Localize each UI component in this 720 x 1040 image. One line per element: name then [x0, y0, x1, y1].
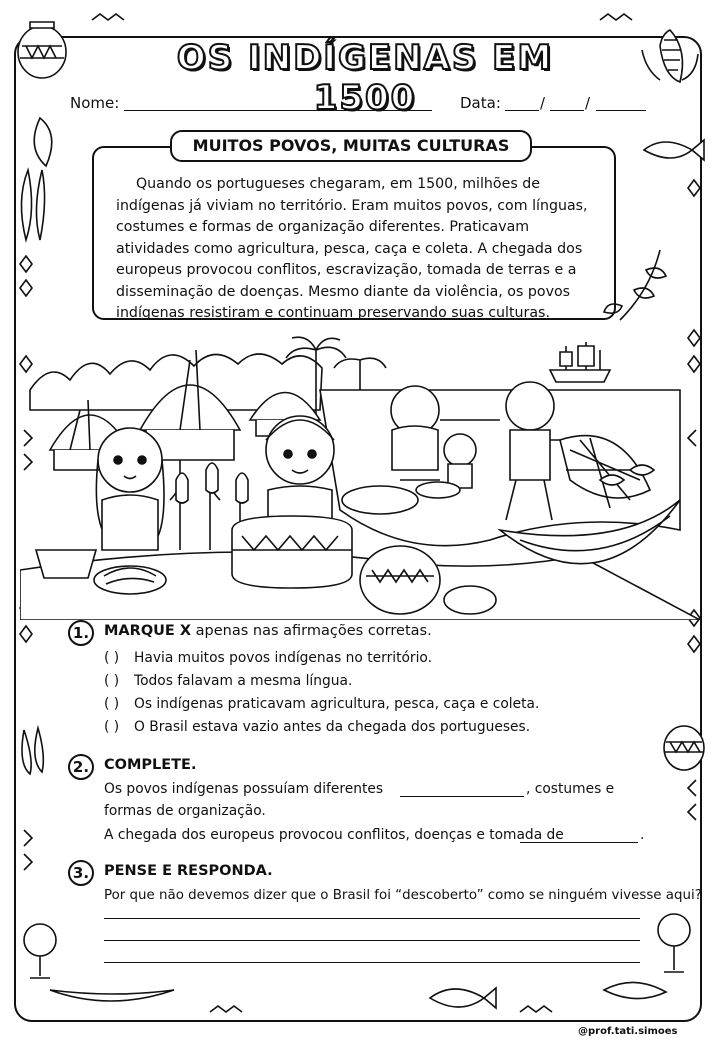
reading-line: preservando suas culturas. [357, 305, 550, 321]
option-text: O Brasil estava vazio antes da chegada dos portugueses. [134, 719, 531, 735]
reading-line: formas de organização diferentes. Praticavam atividades como [116, 219, 530, 257]
complete-text: Os povos indígenas possuíam diferentes [104, 781, 384, 797]
complete-text: , costumes e [526, 781, 615, 797]
reading-line: Quando os portugueses chegaram, em 1500, milhões de indígenas [116, 176, 540, 214]
checkbox[interactable]: ( ) [104, 719, 120, 735]
author-credit: @prof.tati.simoes [578, 1026, 678, 1037]
reading-line: conflitos, escravização, tomada de terras e a disseminação de doenças. [116, 262, 577, 300]
question-number: 3. [68, 860, 94, 886]
reading-paragraph [116, 174, 596, 325]
option-text: Todos falavam a mesma língua. [134, 673, 353, 689]
date-separator: / [540, 94, 546, 112]
date-day-field[interactable] [505, 110, 539, 111]
date-year-field[interactable] [596, 110, 646, 111]
page-title: OS INDÍGENAS EM 1500 [176, 38, 554, 118]
complete-text: A chegada dos europeus provocou conflitos, doenças e tomada de [104, 827, 564, 843]
name-field[interactable] [124, 110, 432, 111]
reading-title: MUITOS POVOS, MUITAS CULTURAS [170, 130, 532, 162]
question-heading-bold: MARQUE X [104, 623, 192, 639]
date-separator: / [585, 94, 591, 112]
question-number: 2. [68, 754, 94, 780]
name-label: Nome: [70, 94, 120, 112]
question-heading [104, 623, 432, 639]
option-row[interactable] [104, 696, 539, 712]
option-row[interactable] [104, 673, 352, 689]
checkbox[interactable]: ( ) [104, 650, 120, 666]
complete-text: formas de organização. [104, 803, 266, 819]
reading-line: agricultura, pesca, caça e coleta. A chegada dos europeus provocou [116, 240, 583, 278]
reading-text-box [92, 146, 616, 320]
question-heading [104, 757, 196, 773]
checkbox[interactable]: ( ) [104, 696, 120, 712]
option-row[interactable] [104, 719, 530, 735]
reading-line: já viviam no território. Eram muitos povos, com línguas, costumes e [116, 197, 588, 235]
indigenous-village-illustration-icon [20, 330, 700, 620]
question-heading-bold: COMPLETE. [104, 757, 197, 773]
question-heading [104, 863, 273, 879]
answer-line[interactable] [104, 940, 640, 941]
answer-line[interactable] [104, 962, 640, 963]
question-number: 1. [68, 620, 94, 646]
reading-line: Mesmo diante da violência, os povos indígenas resistiram e continuam [116, 283, 571, 321]
complete-text: . [640, 827, 645, 843]
option-text: Os indígenas praticavam agricultura, pesca, caça e coleta. [134, 696, 540, 712]
question-heading-rest: apenas nas afirmações corretas. [191, 623, 432, 639]
option-text: Havia muitos povos indígenas no território. [134, 650, 433, 666]
question-heading-bold: PENSE E RESPONDA. [104, 863, 273, 879]
date-month-field[interactable] [550, 110, 584, 111]
answer-blank[interactable] [520, 842, 638, 843]
date-label: Data: [460, 94, 501, 112]
option-row[interactable] [104, 650, 432, 666]
answer-blank[interactable] [400, 796, 524, 797]
checkbox[interactable]: ( ) [104, 673, 120, 689]
question-3-text: Por que não devemos dizer que o Brasil foi “descoberto” como se ninguém vivesse aqui? [104, 888, 702, 903]
answer-line[interactable] [104, 918, 640, 919]
